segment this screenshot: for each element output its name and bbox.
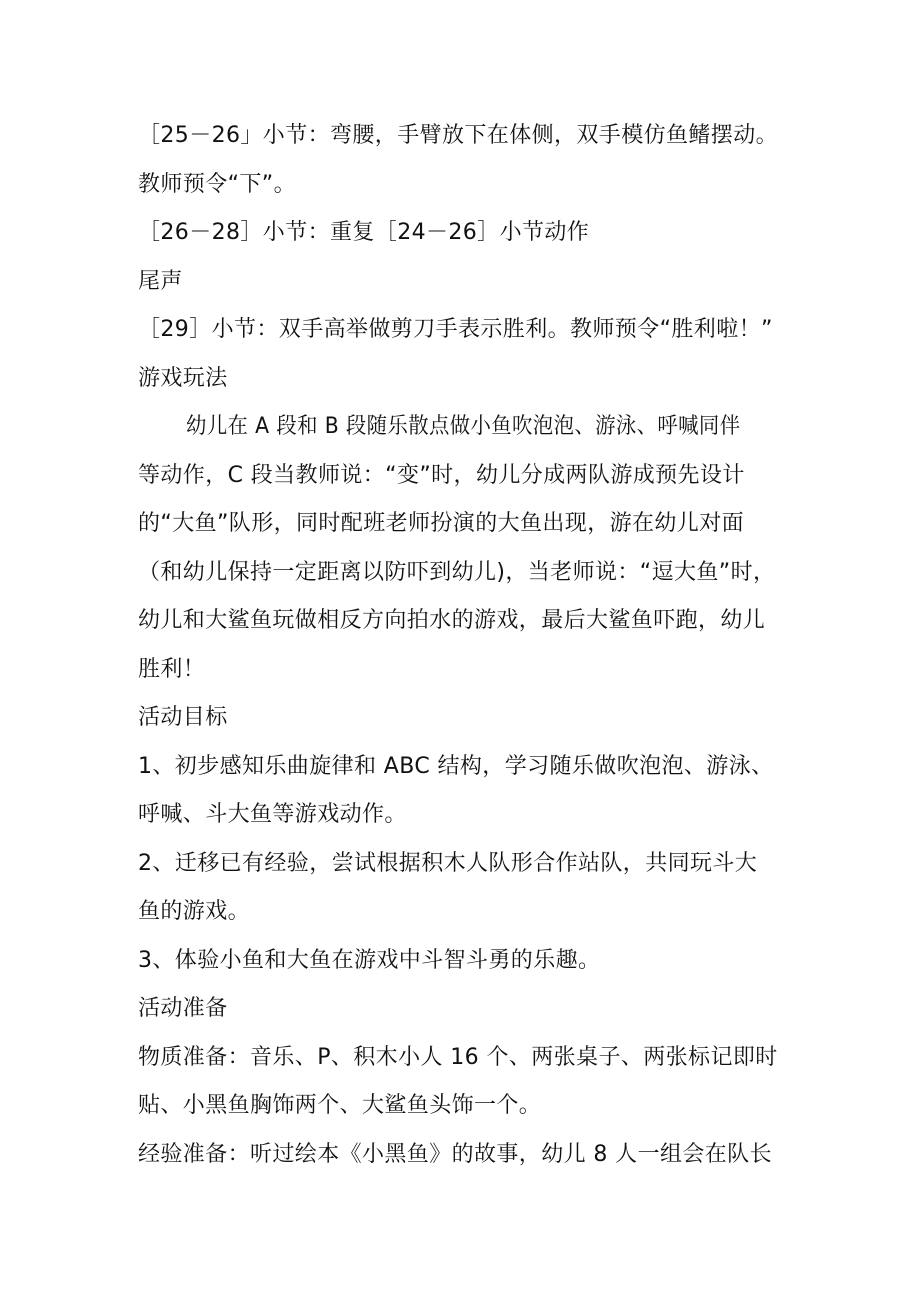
text-line: ［29］小节：双手高举做剪刀手表示胜利。教师预令“胜利啦！”	[138, 317, 773, 342]
text-line: 的“大鱼”队形，同时配班老师扮演的大鱼出现，游在幼儿对面	[138, 511, 744, 536]
text-line: 鱼的游戏。	[138, 899, 251, 924]
text-line: 教师预令“下”。	[138, 172, 296, 197]
list-item: 3、体验小鱼和大鱼在游戏中斗智斗勇的乐趣。	[138, 948, 601, 973]
text-line: 物质准备：音乐、P、积木小人 16 个、两张桌子、两张标记即时	[138, 1045, 778, 1070]
text-line: 呼喊、斗大鱼等游戏动作。	[138, 802, 407, 827]
text-line: ［26－28］小节：重复［24－26］小节动作	[138, 220, 590, 245]
text-line: 幼儿和大鲨鱼玩做相反方向拍水的游戏，最后大鲨鱼吓跑，幼儿	[138, 608, 766, 633]
section-heading: 游戏玩法	[138, 366, 228, 391]
list-item: 1、初步感知乐曲旋律和 ABC 结构，学习随乐做吹泡泡、游泳、	[138, 754, 774, 779]
text-line: 贴、小黑鱼胸饰两个、大鲨鱼头饰一个。	[138, 1093, 542, 1118]
section-heading: 活动准备	[138, 996, 228, 1021]
list-item: 2、迁移已有经验，尝试根据积木人队形合作站队，共同玩斗大	[138, 851, 758, 876]
text-line: 经验准备：听过绘本《小黑鱼》的故事，幼儿 8 人一组会在队长	[138, 1142, 772, 1167]
text-line: 等动作，C 段当教师说：“变”时，幼儿分成两队游成预先设计	[138, 463, 745, 488]
text-line: ［25－26」小节：弯腰，手臂放下在体侧，双手模仿鱼鳍摆动。	[138, 123, 778, 148]
text-line: （和幼儿保持一定距离以防吓到幼儿)，当老师说：“逗大鱼”时，	[138, 560, 776, 585]
section-heading: 活动目标	[138, 705, 228, 730]
section-heading: 尾声	[138, 269, 183, 294]
text-line: 胜利！	[138, 657, 206, 682]
paragraph-first-line: 幼儿在 A 段和 B 段随乐散点做小鱼吹泡泡、游泳、呼喊同伴	[186, 414, 741, 439]
